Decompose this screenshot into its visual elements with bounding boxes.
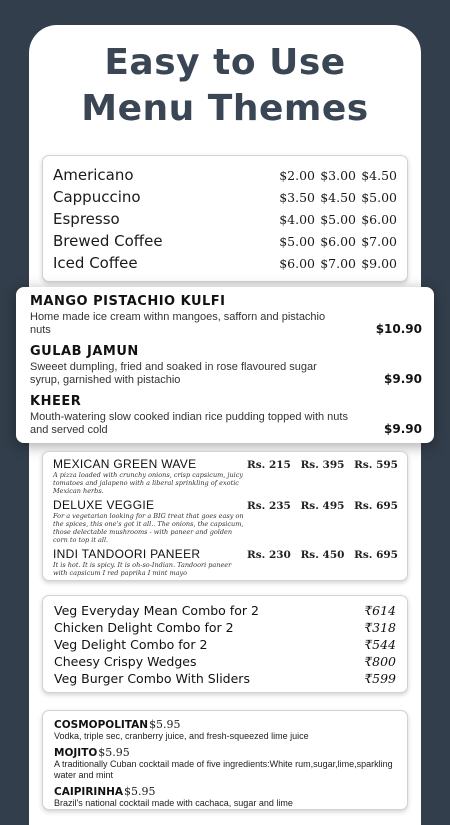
menu-row — [53, 230, 397, 252]
item-title: KHEER — [30, 394, 82, 409]
item-price: $9.90 — [384, 372, 422, 386]
combo-menu-card[interactable] — [42, 595, 408, 693]
item-price: ₹599 — [364, 671, 396, 686]
item-name: Brewed Coffee — [53, 232, 163, 250]
price-small: $4.00 — [279, 211, 315, 227]
title-line-2: Menu Themes — [81, 88, 369, 129]
item-description: Brazil's national cocktail made with cachaca, sugar and lime — [54, 798, 293, 808]
menu-item — [54, 785, 396, 809]
item-description: Vodka, triple sec, cranberry juice, and fresh-squeezed lime juice — [54, 731, 309, 741]
menu-row — [53, 208, 397, 230]
item-title: GULAB JAMUN — [30, 344, 139, 359]
price-medium: $4.50 — [320, 189, 356, 205]
price-large: $7.00 — [361, 233, 397, 249]
item-name: Chicken Delight Combo for 2 — [54, 620, 234, 635]
item-price: ₹614 — [364, 603, 396, 618]
item-title: INDI TANDOORI PANEER — [53, 547, 201, 561]
item-name: Veg Burger Combo With Sliders — [54, 671, 250, 686]
item-title: DELUXE VEGGIE — [53, 498, 155, 512]
price-small: $3.50 — [279, 189, 315, 205]
item-price: $5.95 — [124, 785, 156, 798]
item-price: $9.90 — [384, 422, 422, 436]
menu-row — [54, 619, 396, 636]
price-large: Rs. 695 — [354, 549, 398, 561]
item-price: ₹544 — [364, 637, 396, 652]
item-name: Iced Coffee — [53, 254, 138, 272]
item-title: MEXICAN GREEN WAVE — [53, 457, 197, 471]
item-name: Veg Delight Combo for 2 — [54, 637, 208, 652]
price-medium: Rs. 450 — [300, 549, 345, 561]
price-medium: $5.00 — [320, 211, 356, 227]
price-medium: $7.00 — [320, 255, 356, 271]
item-name: Espresso — [53, 210, 120, 228]
menu-item — [30, 394, 422, 437]
coffee-menu-card[interactable] — [42, 155, 408, 282]
price-large: $4.50 — [361, 167, 397, 183]
menu-item — [54, 746, 396, 781]
item-description: For a vegetarian looking for a BIG treat that goes easy on the spices, this one's got it all.. The onions, the capsicum, those delectable mushrooms - with paneer and golden corn to top it all. — [53, 512, 244, 544]
menu-item — [30, 294, 422, 337]
price-small: $2.00 — [279, 167, 315, 183]
item-name: Americano — [53, 166, 134, 184]
item-description: Sweeet dumpling, fried and soaked in rose flavoured sugar syrup, garnished with pistachio — [30, 361, 317, 386]
item-price: $5.95 — [149, 718, 181, 731]
price-large: $5.00 — [361, 189, 397, 205]
item-price: ₹318 — [364, 620, 396, 635]
page-title — [29, 40, 421, 132]
price-large: Rs. 595 — [354, 459, 398, 471]
item-title: MOJITO — [54, 747, 98, 759]
dessert-menu-card[interactable] — [16, 287, 434, 443]
menu-item — [53, 457, 398, 495]
menu-item — [30, 344, 422, 387]
menu-item — [53, 547, 398, 577]
menu-row — [54, 636, 396, 653]
item-title: COSMOPOLITAN — [54, 719, 149, 731]
item-name: Cheesy Crispy Wedges — [54, 654, 197, 669]
menu-row — [53, 164, 397, 186]
item-title: CAIPIRINHA — [54, 786, 124, 798]
item-description: A pizza loaded with crunchy onions, crisp capsicum, juicy tomatoes and jalapeno with a liberal sprinkling of exotic Mexican herbs. — [53, 471, 244, 495]
price-medium: $3.00 — [320, 167, 356, 183]
price-regular: Rs. 230 — [247, 549, 291, 561]
price-large: Rs. 695 — [354, 500, 398, 512]
pizza-menu-card[interactable] — [42, 451, 408, 581]
price-small: $5.00 — [279, 233, 315, 249]
price-medium: $6.00 — [320, 233, 356, 249]
menu-row — [54, 653, 396, 670]
item-price: $10.90 — [375, 322, 422, 336]
item-description: Mouth-watering slow cooked indian rice pudding topped with nuts and served cold — [30, 411, 348, 436]
item-description: Home made ice cream withn mangoes, safforn and pistachio nuts — [30, 311, 326, 336]
item-title: MANGO PISTACHIO KULFI — [30, 294, 226, 309]
price-small: $6.00 — [279, 255, 315, 271]
item-description: A traditionally Cuban cocktail made of five ingredients:White rum,sugar,lime,sparkling water and mint — [54, 759, 393, 780]
item-name: Veg Everyday Mean Combo for 2 — [54, 603, 259, 618]
menu-row — [54, 670, 396, 687]
item-description: It is hot. It is spicy. It is oh-so-Indian. Tandoori paneer with capsicum I red paprika I mint mayo — [53, 561, 232, 577]
title-line-1: Easy to Use — [104, 42, 346, 83]
price-medium: Rs. 395 — [300, 459, 345, 471]
cocktail-menu-card[interactable] — [42, 710, 408, 810]
price-regular: Rs. 235 — [247, 500, 291, 512]
price-medium: Rs. 495 — [300, 500, 345, 512]
price-large: $6.00 — [361, 211, 397, 227]
menu-row — [54, 602, 396, 619]
item-price: ₹800 — [364, 654, 396, 669]
menu-item — [53, 498, 398, 544]
menu-row — [53, 252, 397, 274]
menu-item — [54, 718, 396, 742]
price-regular: Rs. 215 — [247, 459, 291, 471]
price-large: $9.00 — [361, 255, 397, 271]
item-name: Cappuccino — [53, 188, 141, 206]
item-price: $5.95 — [98, 746, 130, 759]
menu-row — [53, 186, 397, 208]
